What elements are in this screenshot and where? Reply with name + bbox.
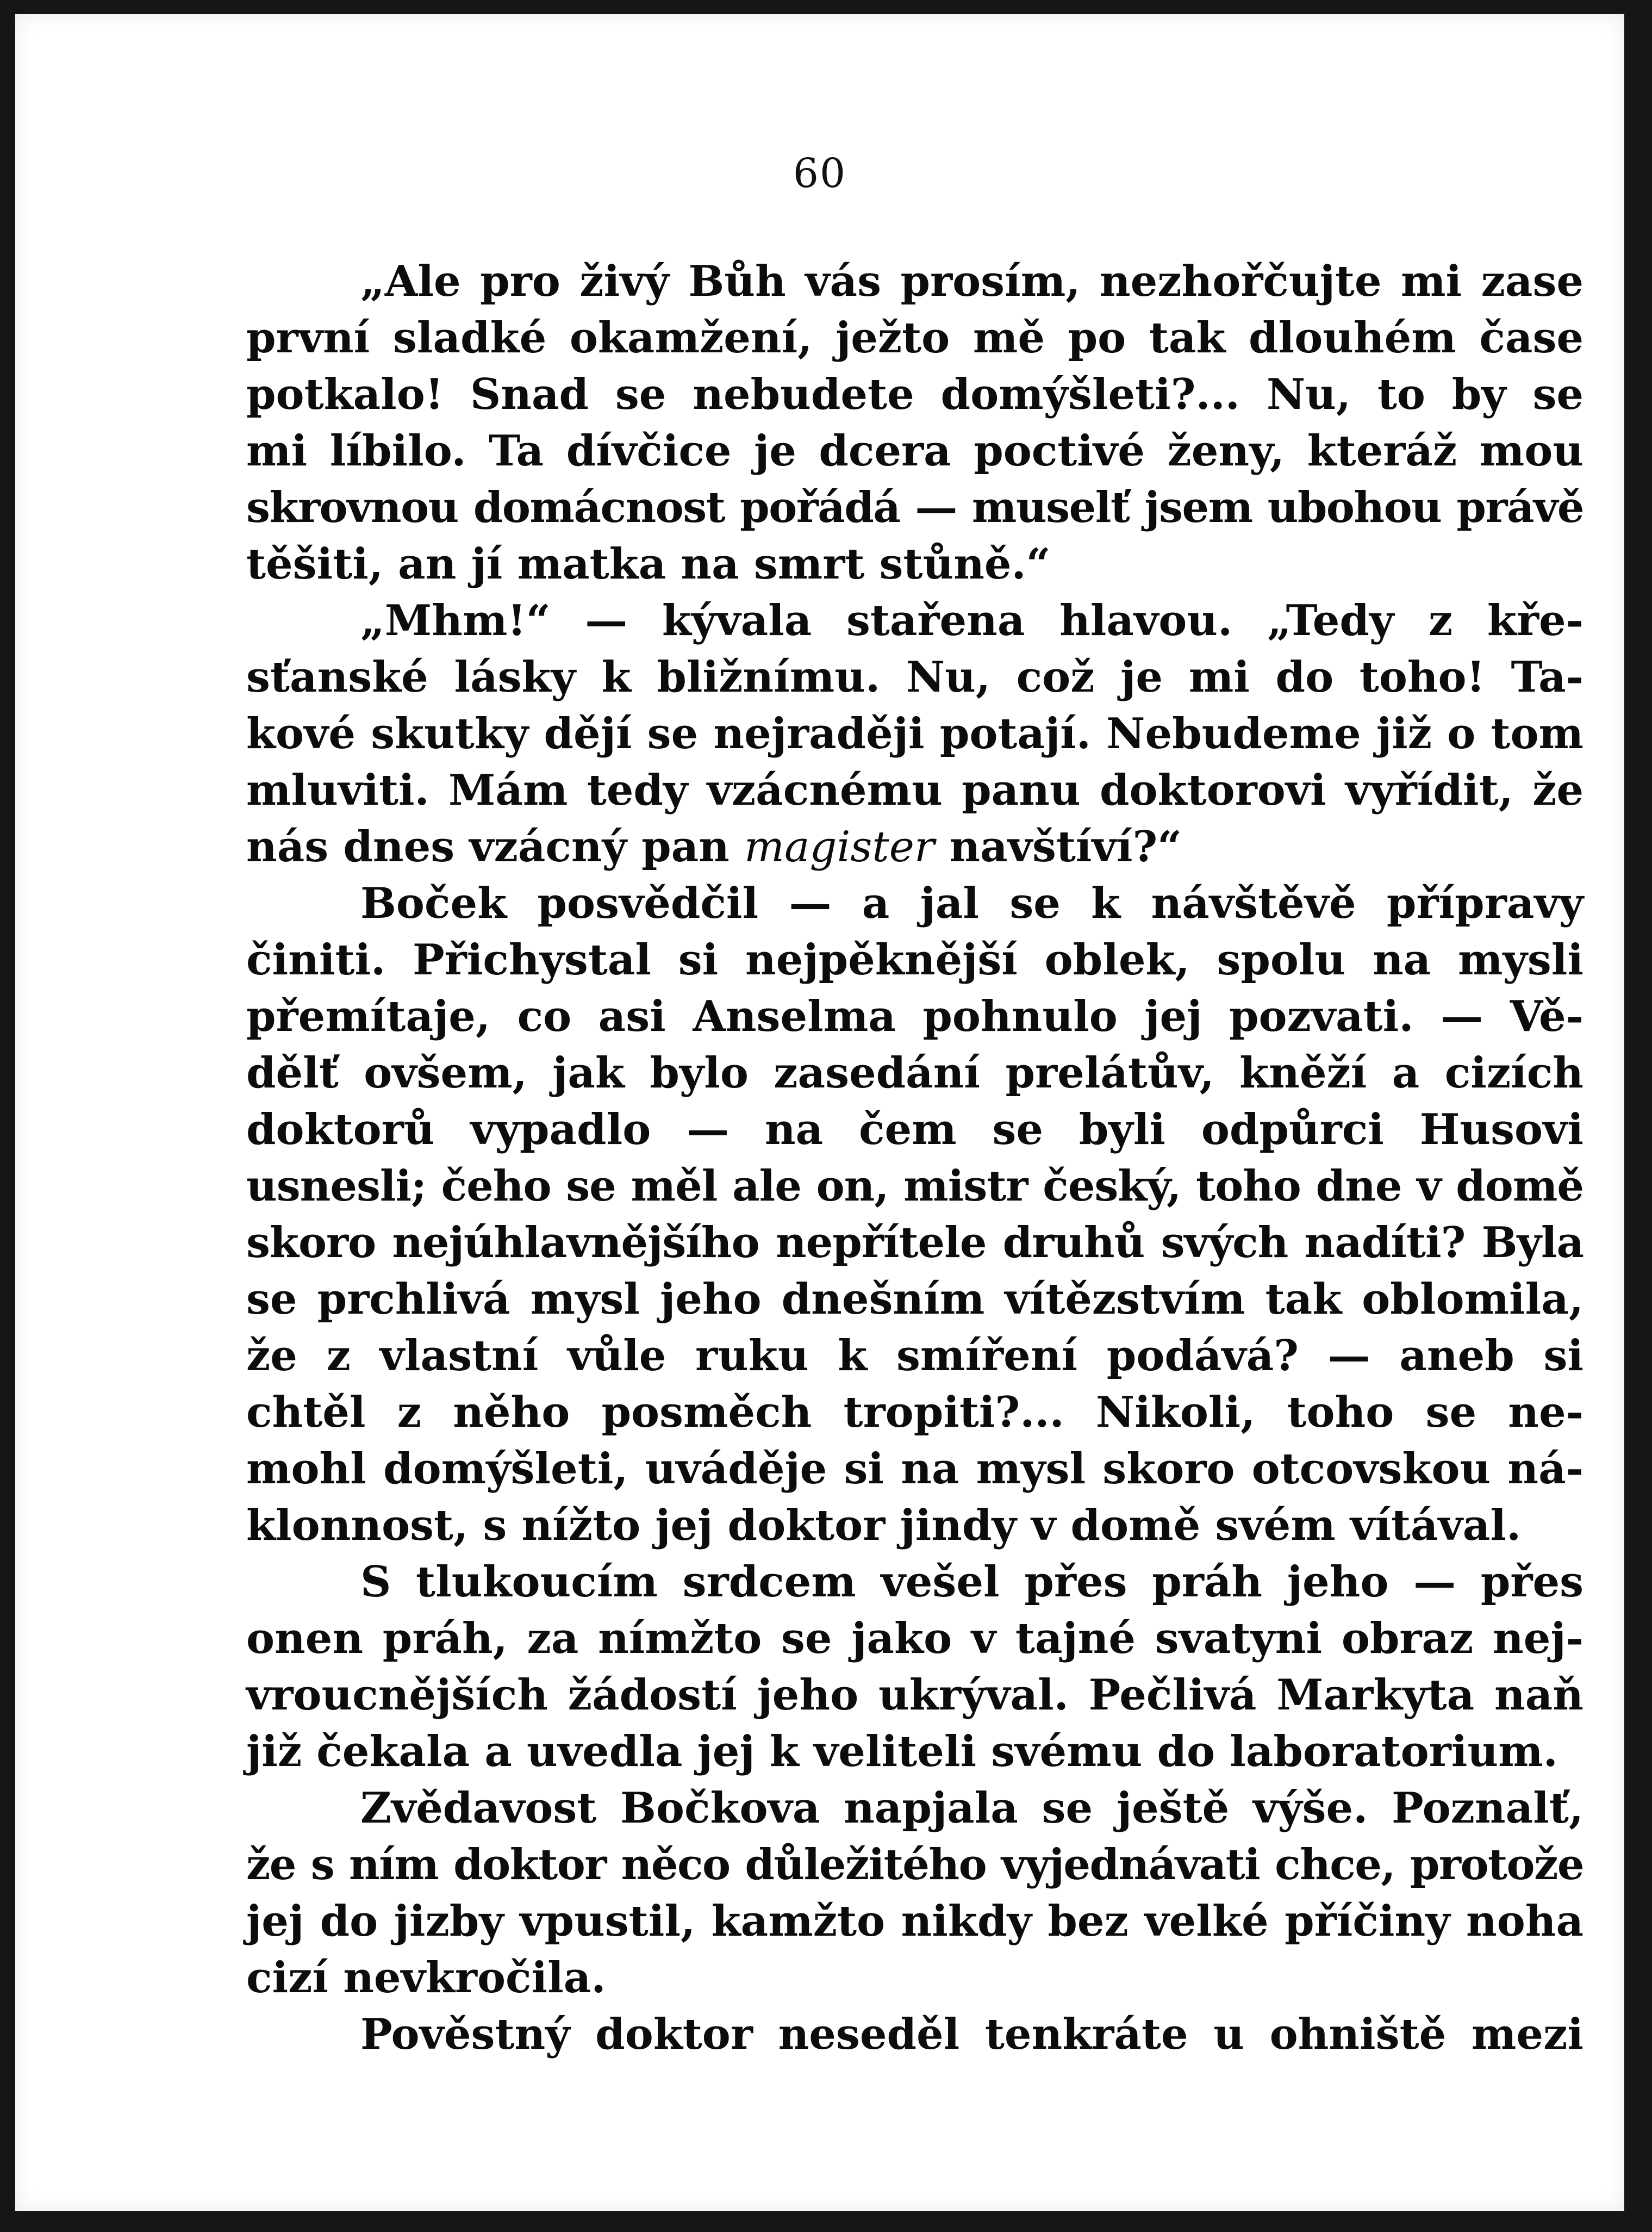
text-line: že z vlastní vůle ruku k smíření podává? — aneb si	[246, 1331, 1584, 1381]
text-line: již čekala a uvedla jej k veliteli svému do laboratorium.	[246, 1727, 1558, 1776]
text-line: první sladké okamžení, ježto mě po tak dlouhém čase	[246, 313, 1584, 363]
text-line: Zvědavost Bočkova napjala se ještě výše. Poznalť,	[360, 1783, 1584, 1833]
text-line: těšiti, an jí matka na smrt stůně.“	[246, 539, 1051, 589]
text-line: doktorů vypadlo — na čem se byli odpůrci Husovi	[246, 1105, 1584, 1154]
page-number: 60	[793, 150, 847, 197]
text-line: že s ním doktor něco důležitého vyjednávati chce, protože	[246, 1840, 1584, 1889]
text-line: potkalo! Snad se nebudete domýšleti?... Nu, to by se	[246, 370, 1584, 419]
text-line: cizí nevkročila.	[246, 1953, 606, 2003]
text-line: vroucnějších žádostí jeho ukrýval. Pečlivá Markyta naň	[246, 1670, 1584, 1720]
text-line: kové skutky dějí se nejraději potají. Nebudeme již o tom	[246, 709, 1584, 758]
text-line: S tlukoucím srdcem vešel přes práh jeho — přes	[360, 1557, 1584, 1607]
text-segment: navštíví?“	[934, 822, 1182, 872]
text-line: jej do jizby vpustil, kamžto nikdy bez velké příčiny noha	[246, 1897, 1584, 1946]
book-page	[15, 14, 1624, 2211]
text-line: skrovnou domácnost pořádá — muselť jsem ubohou právě	[246, 483, 1584, 532]
text-line: klonnost, s nížto jej doktor jindy v domě svém vítával.	[246, 1501, 1522, 1550]
text-line: chtěl z něho posměch tropiti?... Nikoli, toho se ne-	[246, 1388, 1584, 1437]
text-line: Boček posvědčil — a jal se k návštěvě přípravy	[360, 879, 1584, 928]
text-line: Pověstný doktor neseděl tenkráte u ohniště mezi	[360, 2010, 1584, 2059]
text-line: skoro nejúhlavnějšího nepřítele druhů svých nadíti? Byla	[246, 1218, 1584, 1267]
text-line: činiti. Přichystal si nejpěknější oblek, spolu na mysli	[246, 935, 1584, 985]
text-line: sťanské lásky k bližnímu. Nu, což je mi do toho! Ta-	[246, 652, 1584, 702]
text-line: mi líbilo. Ta dívčice je dcera poctivé ženy, kteráž mou	[246, 426, 1584, 476]
text-line: dělť ovšem, jak bylo zasedání prelátův, kněží a cizích	[246, 1048, 1584, 1098]
text-line: přemítaje, co asi Anselma pohnulo jej pozvati. — Vě-	[246, 992, 1584, 1041]
italic-word: magister	[744, 823, 935, 872]
text-line: „Ale pro živý Bůh vás prosím, nezhořčujte mi zase	[360, 257, 1584, 306]
text-line: se prchlivá mysl jeho dnešním vítězstvím tak oblomila,	[246, 1274, 1584, 1324]
body-text	[246, 253, 1584, 2063]
text-line: mluviti. Mám tedy vzácnému panu doktorovi vyřídit, že	[246, 766, 1584, 815]
text-segment: nás dnes vzácný pan	[246, 822, 745, 872]
text-line: „Mhm!“ — kývala stařena hlavou. „Tedy z kře-	[360, 596, 1584, 645]
text-line	[246, 819, 1584, 875]
text-line: mohl domýšleti, uváděje si na mysl skoro otcovskou ná-	[246, 1444, 1584, 1494]
text-line: usnesli; čeho se měl ale on, mistr český, toho dne v domě	[246, 1161, 1584, 1211]
text-line: onen práh, za nímžto se jako v tajné svatyni obraz nej-	[246, 1614, 1584, 1663]
